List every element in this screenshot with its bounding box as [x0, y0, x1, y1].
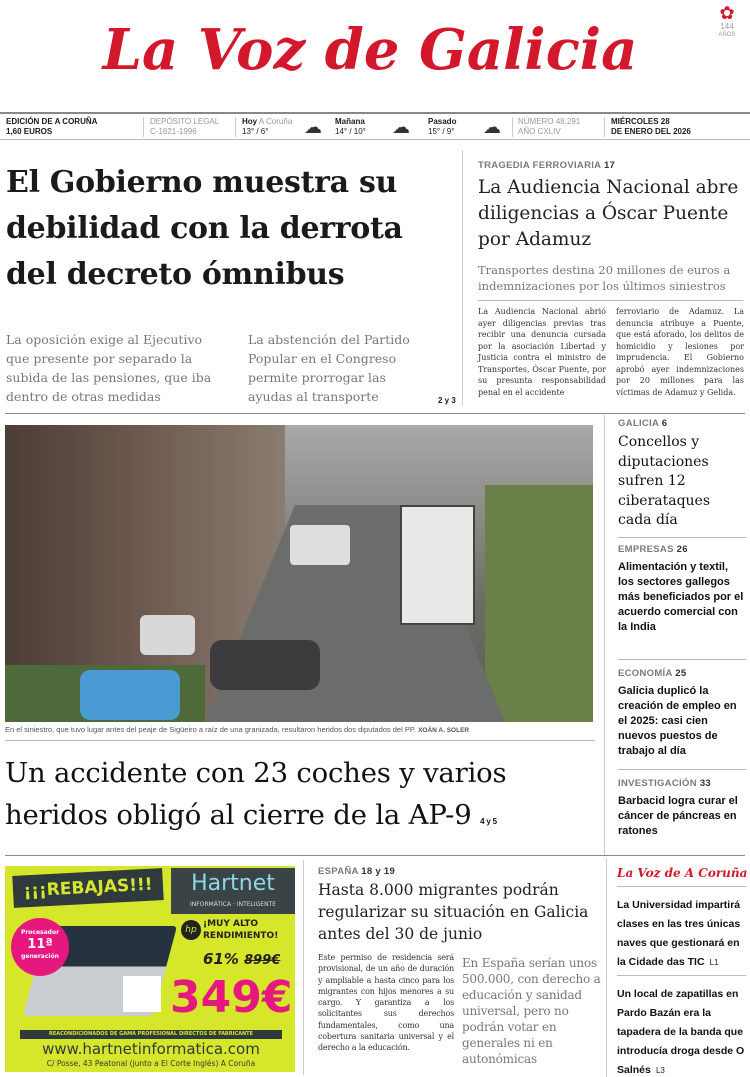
migrants-headline[interactable]: Hasta 8.000 migrantes podrán regularizar su situación en Galicia antes del 30 de junio: [318, 881, 589, 943]
anniversary-number: 144: [720, 22, 734, 31]
ad-strip: REACONDICIONADOS DE GAMA PROFESIONAL DIRECTOS DE FABRICANTE: [20, 1030, 282, 1039]
ad-claim: ¡MUY ALTO RENDIMIENTO!: [203, 919, 279, 941]
processor-badge: Procesador 11ª generación: [11, 918, 69, 976]
ad-banner: ¡¡¡REBAJAS!!!: [12, 868, 163, 908]
ad-brand-tagline: INFORMÁTICA · INTELIGENTE: [189, 901, 277, 908]
price: 1,60 EUROS: [6, 127, 53, 136]
weather-temps: 15° / 9°: [428, 127, 455, 136]
ad-discount: 61% 899€: [203, 950, 281, 968]
rain-cloud-icon: ☁: [304, 117, 322, 137]
rail-headline[interactable]: La Audiencia Nacional abre diligencias a Óscar Puente por Adamuz: [478, 177, 739, 250]
rail-body-col2: ferroviario de Adamuz. La denuncia atribuye a Puente, que está aforado, los delitos de homicidio y lesiones por imprudencia. El Gobierno aprobó ayer indemnizaciones por 20 millones para las víctimas de Adamuz y Gelida.: [616, 307, 744, 397]
accident-headline[interactable]: Un accidente con 23 coches y varios heridos obligó al cierre de la AP-9 4 y 5: [5, 757, 507, 831]
page-ref: 2 y 3: [438, 396, 456, 405]
ad-url[interactable]: www.hartnetinformatica.com: [42, 1040, 260, 1058]
masthead: [0, 0, 750, 108]
flower-icon: ✿: [719, 3, 735, 23]
accident-page-ref: 4 y 5: [480, 817, 497, 826]
migrants-quote: En España serían unos 500.000, con derecho a educación y sanidad universal, pero no podrán votar en generales ni en autonómicas: [462, 956, 601, 1066]
info-bar: [0, 112, 750, 140]
rail-subhead: Transportes destina 20 millones de euros a indemnizaciones por los últimos siniestros: [478, 263, 731, 293]
weather-day: Pasado: [428, 117, 457, 126]
date-line1: MIÉRCOLES 28: [611, 117, 670, 126]
issue-number: NÚMERO 48.291: [518, 117, 581, 126]
lead-subhead-2: La abstención del Partido Popular en el Congreso permite prorrogar las ayudas al transporte: [248, 332, 410, 404]
ad-brand: Hartnet INFORMÁTICA · INTELIGENTE: [171, 868, 295, 914]
section-tag: ESPAÑA 18 y 19: [318, 866, 396, 877]
sidebar-item[interactable]: ECONOMÍA 25 Galicia duplicó la creación de empleo en el 2025: casi cien nuevos puestos de trabajo al día: [618, 660, 746, 770]
sidebar-item[interactable]: EMPRESAS 26 Alimentación y textil, los sectores gallegos más beneficiados por el acuerdo comercial con la India: [618, 538, 746, 660]
rain-cloud-icon: ☁: [483, 117, 501, 137]
anniversary-label: AÑOS: [718, 32, 736, 38]
windows-box-image: [123, 976, 161, 1012]
ad-address: C/ Posse, 43 Peatonal (junto a El Corte Inglés) A Coruña: [46, 1059, 256, 1068]
rain-cloud-icon: ☁: [392, 117, 410, 137]
local-item[interactable]: La Universidad impartirá clases en las tres únicas naves que gestionará en la Cidade das TIC L1: [617, 886, 746, 969]
section-tag: TRAGEDIA FERROVIARIA 17: [478, 160, 616, 171]
hartnet-advertisement[interactable]: [5, 866, 295, 1072]
weather-day: Hoy: [242, 117, 258, 126]
anniversary-badge: [712, 4, 742, 40]
lead-headline[interactable]: El Gobierno muestra su debilidad con la derrota del decreto ómnibus: [6, 165, 403, 292]
weather-temps: 14° / 10°: [335, 127, 366, 136]
legal-code: C-1821-1996: [150, 127, 197, 136]
accident-photo: [5, 425, 593, 722]
weather-day: Mañana: [335, 117, 365, 126]
ad-price: 349€: [170, 972, 293, 1023]
hp-logo: hp: [181, 920, 201, 940]
edition: EDICIÓN DE A CORUÑA: [6, 117, 98, 126]
local-item[interactable]: Un local de zapatillas en Pardo Bazán era la tapadera de la banda que introducía droga desde O Salnés L3: [617, 975, 746, 1077]
lead-subhead-1: La oposición exige al Ejecutivo que presente por separado la subida de las pensiones, que iba dentro de otras medidas: [6, 332, 212, 404]
weather-place: A Coruña: [258, 117, 293, 126]
rail-body-col1: La Audiencia Nacional abrió ayer diligencias previas tras recibir una denuncia cursada por la asociación Libertad y Justicia contra el ministro de Transportes, Óscar Puente, por su presunta responsabilidad penal en el accidente: [478, 307, 606, 397]
date-line2: DE ENERO DEL 2026: [611, 127, 691, 136]
weather-temps: 13° / 6°: [242, 127, 269, 136]
sidebar: [618, 418, 746, 839]
migrants-body: Este permiso de residencia será provisional, de un año de duración y ampliable a hasta cinco para los migrantes con hijos menores a su cargo. Y garantiza a los solicitantes sus derechos fundamentales, como una cobertura sanitaria universal y el derecho a la educación.: [318, 953, 454, 1053]
sidebar-item[interactable]: GALICIA 6 Concellos y diputaciones sufren 12 ciberataques cada día: [618, 418, 746, 538]
sidebar-item[interactable]: INVESTIGACIÓN 33 Barbacid logra curar el cáncer de páncreas en ratones: [618, 778, 738, 837]
local-edition-box: [606, 858, 750, 1077]
year: AÑO CXLIV: [518, 127, 561, 136]
local-edition-logo: La Voz de A Coruña: [617, 866, 748, 880]
legal-label: DEPÓSITO LEGAL: [150, 117, 220, 126]
photo-credit: XOÁN A. SOLER: [418, 727, 470, 734]
newspaper-logo: La Voz de Galicia: [102, 17, 638, 83]
photo-caption: En el siniestro, que tuvo lugar antes del peaje de Sigüeiro a raíz de una granizada, resultaron heridos dos diputados del PP. XOÁN A. SOLER: [5, 725, 470, 734]
